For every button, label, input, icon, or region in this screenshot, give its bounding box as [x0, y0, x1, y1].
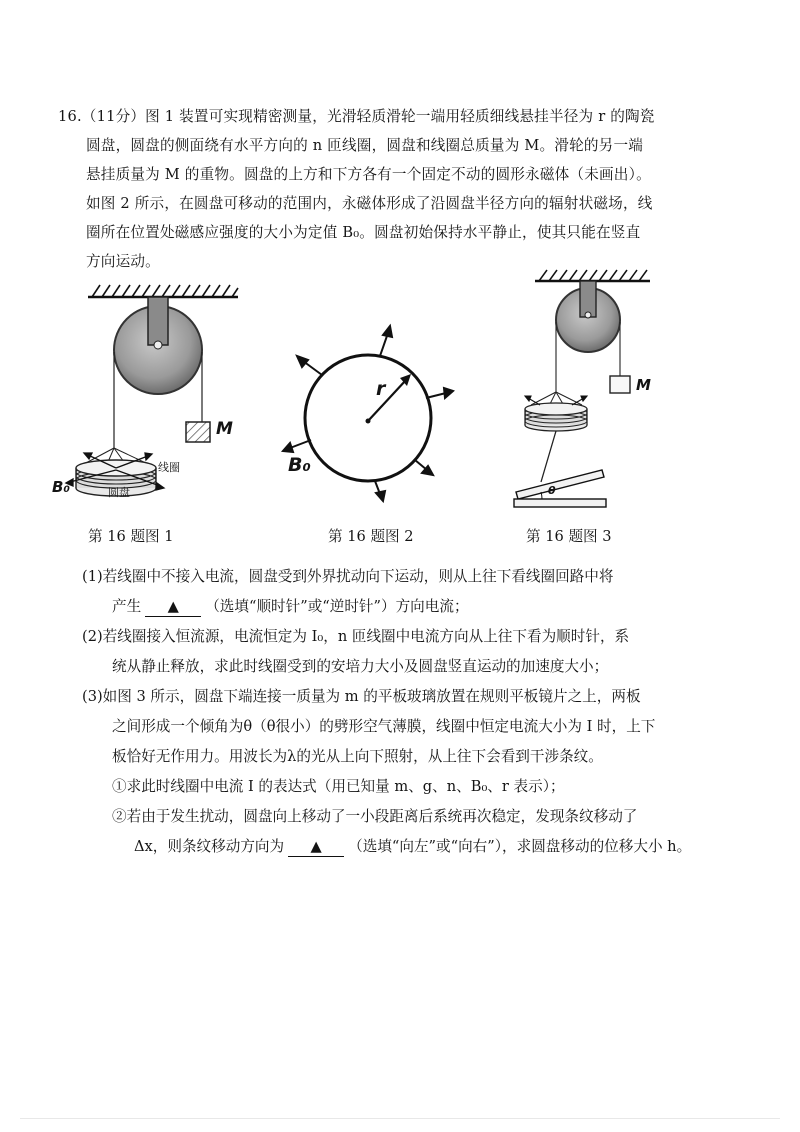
intro-line-6: 方向运动。 [86, 253, 160, 270]
fig3-glass-plate [516, 470, 604, 499]
q2-line-2: 统从静止释放，求此时线圈受到的安培力大小及圆盘竖直运动的加速度大小； [112, 658, 609, 675]
fig1-mass-block [186, 422, 210, 442]
fig3-mass-block [610, 376, 630, 393]
fig1-pulley-bracket [148, 297, 168, 345]
intro-line-5: 圈所在位置处磁感应强度的大小为定值 B₀。圆盘初始保持水平静止，使其只能在竖直 [86, 224, 641, 241]
q3-line-1: (3)如图 3 所示，圆盘下端连接一质量为 m 的平板玻璃放置在规则平板镜片之上，两板 [82, 688, 641, 705]
question-1 [82, 562, 772, 622]
fig1-ceiling-hatch [92, 285, 238, 297]
q3-line-3: 板恰好无作用力。用波长为λ的光从上向下照射，从上往下会看到干涉条纹。 [112, 748, 603, 765]
q3-answer-blank[interactable]: ▲ [288, 838, 344, 857]
figure-1-diagram [66, 285, 238, 496]
q2-line-1: (2)若线圈接入恒流源，电流恒定为 I₀，n 匝线圈中电流方向从上往下看为顺时针，系 [82, 628, 630, 645]
fig3-disk-coil [525, 403, 587, 431]
problem-number: 16.（11分） [58, 108, 146, 125]
intro-line-3: 悬挂质量为 M 的重物。圆盘的上方和下方各有一个固定不动的圆形永磁体（未画出）。 [86, 166, 651, 183]
fig1-label-M: M [216, 419, 233, 439]
intro-line-2: 圆盘，圆盘的侧面绕有水平方向的 n 匝线圈，圆盘和线圈总质量为 M。滑轮的另一端 [86, 137, 644, 154]
fig2-radius [368, 380, 406, 421]
fig3-rod [541, 431, 556, 482]
fig1-label-disk: 圆盘 [108, 486, 130, 499]
figure-3-diagram [514, 270, 650, 507]
question-2 [82, 622, 772, 682]
intro-line-4: 如图 2 所示，在圆盘可移动的范围内，永磁体形成了沿圆盘半径方向的辐射状磁场，线 [86, 195, 653, 212]
q3-sub-2-line-2-pre: Δx，则条纹移动方向为 [134, 838, 285, 855]
fig3-caption: 第 16 题图 3 [526, 528, 612, 545]
fig1-label-B0: B₀ [52, 478, 71, 496]
fig2-label-B0: B₀ [288, 454, 311, 476]
q3-sub-1: ①求此时线圈中电流 I 的表达式（用已知量 m、g、n、B₀、r 表示）； [112, 778, 565, 795]
q1-answer-blank[interactable]: ▲ [145, 598, 201, 617]
fig2-caption: 第 16 题图 2 [328, 528, 414, 545]
fig3-ceiling-hatch [539, 270, 647, 281]
q1-line-1: (1)若线圈中不接入电流，圆盘受到外界扰动向下运动，则从上往下看线圈回路中将 [82, 568, 614, 585]
intro-line-1: 图 1 装置可实现精密测量，光滑轻质滑轮一端用轻质细线悬挂半径为 r 的陶瓷 [145, 108, 655, 125]
q1-line-2-pre: 产生 [112, 598, 142, 615]
page-bottom-rule [20, 1118, 780, 1119]
q3-sub-2-line-2-post: （选填“向左”或“向右”），求圆盘移动的位移大小 h。 [348, 838, 692, 855]
q3-line-2: 之间形成一个倾角为θ（θ很小）的劈形空气薄膜，线圈中恒定电流大小为 I 时，上下 [112, 718, 656, 735]
fig3-flat-mirror [514, 499, 606, 507]
fig2-label-r: r [376, 378, 386, 400]
q1-line-2-post: （选填“顺时针”或“逆时针”）方向电流； [205, 598, 469, 615]
q3-sub-2-line-1: ②若由于发生扰动，圆盘向上移动了一小段距离后系统再次稳定，发现条纹移动了 [112, 808, 638, 825]
fig1-axle [154, 341, 162, 349]
fig1-caption: 第 16 题图 1 [88, 528, 174, 545]
fig1-label-coil: 线圈 [158, 461, 180, 474]
fig2-circle [305, 355, 431, 481]
question-3 [82, 682, 772, 862]
fig3-label-M: M [636, 376, 651, 394]
fig3-label-theta: θ [548, 484, 556, 497]
